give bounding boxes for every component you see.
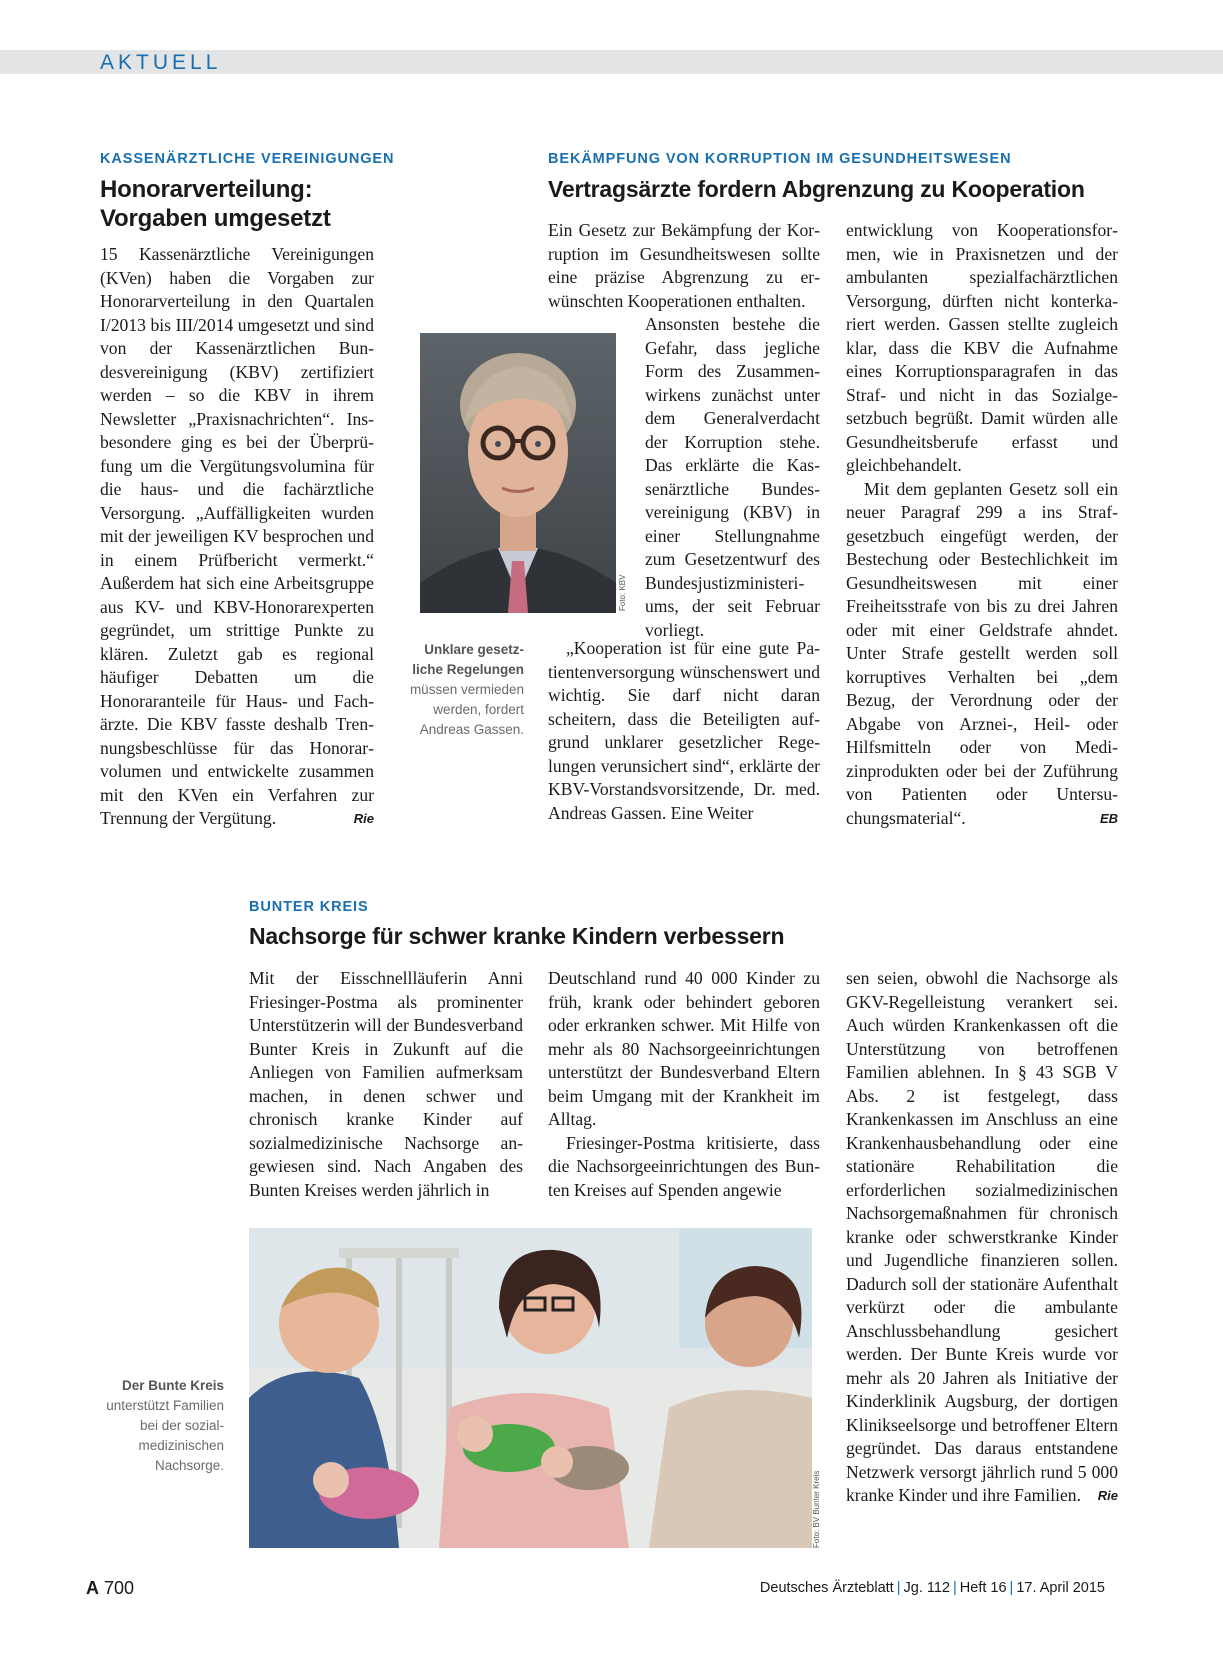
bunter-col2-p2: Friesinger-Postma kritisierte, dass die Nachsorgeeinrichtungen des Bunten Kreises auf Spenden angewie [548,1132,820,1200]
korruption-headline: Vertragsärzte fordern Abgrenzung zu Kooperation [548,176,1085,202]
korruption-col1-side [645,313,820,642]
kv-kicker: KASSENÄRZTLICHE VEREINIGUNGEN [100,151,395,167]
kv-author: Rie [353,811,374,826]
korruption-col1-top-text: Ein Gesetz zur Bekämpfung der Korruption im Gesundheitswesen sollte eine präzise Abgrenzung zu erwünschten Kooperationen enthalten. [548,220,820,311]
family-caption-line-1: unterstützt Familien [106,1398,224,1413]
family-caption-line-2: bei der sozial- [139,1418,224,1433]
bunter-kicker: BUNTER KREIS [249,899,369,915]
korruption-col2-p2: Mit dem geplanten Gesetz soll ein neuer Paragraf 299 a ins Strafgesetzbuch eingefügt werden, der Bestechung oder Bestechlichkeit im Gesundheitswesen mit einer Freiheitsstrafe von bis zu drei Jahren oder mit einer Geldstrafe ahndet. Unter Strafe gestellt werden soll korruptives Verhalten bei „dem Bezug, der Verordnung oder der Abgabe von Arznei-, Heil- oder Hilfsmitteln oder von Medizinprodukten oder bei der Zuführung von Patienten oder Untersuchungsmaterial“. [846,478,1118,828]
portrait-caption-line-1: müssen vermieden [409,682,524,697]
footer-issue: Heft 16 [959,1580,1007,1596]
kv-body: 15 Kassenärztliche Vereinigungen (KVen) haben die Vorgaben zur Honorarverteilung in den Quartalen I/2013 bis III/2014 umgesetzt und sind von der Kassenärztlichen Bundesvereinigung (KBV) zertifiziert werden – so die KBV in ihrem Newsletter „Praxisnachrichten“. Insbesondere ging es bei der Überprüfung um die Vergütungsvolumina für die haus- und die fachärztliche Versorgung. „Auffälligkeiten wurden mit der jeweiligen KV besprochen und in einem Prüfbericht vermerkt.“ Außerdem hat sich eine Arbeitsgruppe aus KV- und KBV-Honorarexperten gegründet, um strittige Punkte zu klären. Zuletzt gab es regional häufiger Debatten um die Honoraranteile für Haus- und Fachärzte. Die KBV fasste deshalb Trennungsbeschlüsse für das Honorarvolumen und entwickelte zusammen mit den KVen ein Verfahren zur Trennung der Vergütung. [100,244,374,828]
bunter-col1 [249,967,523,1202]
korruption-author: EB [1099,810,1118,826]
page-letter: A [86,1578,99,1598]
korruption-kicker: BEKÄMPFUNG VON KORRUPTION IM GESUNDHEITSWESEN [548,151,1012,167]
footer-journal: Deutsches Ärzteblatt [759,1580,894,1596]
footer-date: 17. April 2015 [1016,1580,1105,1596]
portrait-caption-line-3: Andreas Gassen. [419,722,524,737]
korruption-col2-p1: entwicklung von Kooperationsformen, wie in Praxisnetzen und der ambulanten spezialfachärztlichen Versorgung, dürften nicht konterkariert werden. Gassen stellte zugleich klar, dass die KBV die Aufnahme eines Korruptionsparagrafen in das Straf- und nicht in das Sozialgesetzbuch begrüßt. Damit würden alle Gesundheitsberufe erfasst und gleichbehandelt. [846,220,1118,475]
portrait-caption-bold-2: liche Regelungen [412,662,524,677]
bunter-col2 [548,967,820,1202]
section-label: AKTUELL [100,51,222,74]
kv-body-column [100,243,374,831]
portrait-photo [420,333,616,613]
family-photo [249,1228,812,1548]
footer-info: Deutsches Ärzteblatt | Jg. 112 | Heft 16 | 17. April 2015 [759,1580,1105,1596]
bunter-author: Rie [1097,1488,1118,1503]
kv-headline [100,175,331,233]
korruption-col2 [846,219,1118,830]
page-number [86,1578,134,1599]
kv-headline-line1: Honorarverteilung: [100,176,313,203]
bunter-col3 [846,967,1118,1508]
family-photo-credit: Foto: BV Bunter Kreis [812,1470,821,1548]
korruption-col1-side-text: Ansonsten bestehe die Gefahr, dass jegliche Form des Zusammenwirkens zunächst unter dem Generalverdacht der Korruption stehe. Das erklärte die Kassenärztliche Bundesvereinigung (KBV) in einer Stellungnahme zum Gesetzentwurf des Bundesjustizministeriums, der seit Februar vorliegt. [645,314,820,640]
portrait-photo-credit: Foto: KBV [618,574,627,611]
kv-headline-line2: Vorgaben umgesetzt [100,205,331,232]
bunter-col3-text: sen seien, obwohl die Nachsorge als GKV-Regelleistung verankert sei. Auch würden Krankenkassen oft die Unterstützung von betroffenen Familien ablehnen. In § 43 SGB V Abs. 2 ist festgelegt, dass Krankenkassen im Anschluss an eine Krankenhausbehandlung oder eine stationäre Rehabilitation die erforderlichen sozialmedizinischen Nachsorgemaßnahmen für chronisch kranke oder schwerstkranke Kinder und Jugendliche finanzieren sollen. Dadurch soll der stationäre Aufenthalt verkürzt oder die ambulante Anschlussbehandlung gesichert werden. Der Bunte Kreis wurde vor mehr als 20 Jahren als Initiative der Kinderklinik Augsburg, der dortigen Klinikseelsorge und betroffener Eltern gegründet. Das daraus entstandene Netzwerk versorgt jährlich rund 5 000 kranke Kinder und ihre Familien. [846,968,1118,1505]
bunter-col2-p1: Deutschland rund 40 000 Kinder zu früh, krank oder behindert geboren oder erkranken schwer. Mit Hilfe von mehr als 80 Nachsorgeeinrichtungen unterstützt der Bundesverband Eltern beim Umgang mit der Krankheit im Alltag. [548,968,820,1129]
korruption-col1-top [548,219,820,313]
korruption-col1-bottom [548,637,820,825]
family-caption-line-4: Nachsorge. [154,1458,224,1473]
family-caption-bold: Der Bunte Kreis [121,1378,224,1393]
footer-volume: Jg. 112 [903,1580,950,1596]
page-number-value: 700 [104,1578,135,1598]
bunter-col1-text: Mit der Eisschnellläuferin Anni Friesinger-Postma als prominenter Unterstützerin will der Bundesverband Bunter Kreis in Zukunft auf die Anliegen von Familien aufmerksam machen, in denen schwer und chronisch kranke Kinder auf sozialmedizinische Nachsorge angewiesen sind. Nach Angaben des Bunten Kreises werden jährlich in [249,968,523,1200]
family-caption [80,1376,224,1476]
portrait-caption [380,640,524,740]
korruption-col1-bottom-text: „Kooperation ist für eine gute Patientenversorgung wünschenswert und wichtig. Sie darf nicht daran scheitern, dass die Beteiligten aufgrund unklarer gesetzlicher Regelungen verunsichert sind“, erklärte der KBV-Vorstandsvorsitzende, Dr. med. Andreas Gassen. Eine Weiter [548,638,820,823]
portrait-caption-line-2: werden, fordert [433,702,524,717]
bunter-headline: Nachsorge für schwer kranke Kindern verbessern [249,923,785,949]
family-caption-line-3: medizinischen [138,1438,224,1453]
portrait-caption-bold-1: Unklare gesetz- [424,642,524,657]
